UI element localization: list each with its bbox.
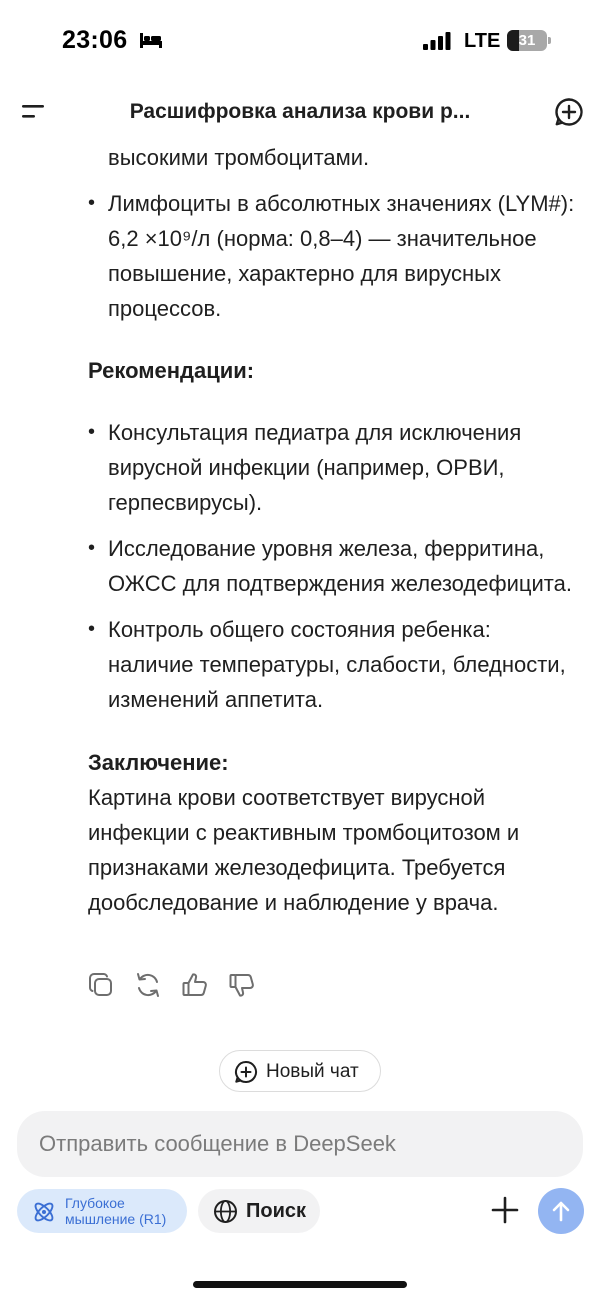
bed-icon — [139, 30, 163, 50]
status-bar — [0, 0, 600, 82]
conclusion-text: Картина крови соответствует вирусной инфекции с реактивным тромбоцитозом и признаками железодефицита. Требуется дообследование и наблюдение у врача. — [88, 785, 520, 915]
list-item: • Лимфоциты в абсолютных значениях (LYM#): 6,2 ×10⁹/л (норма: 0,8–4) — значительное повышение, характерно для вирусных процессов. — [88, 186, 578, 326]
thumbs-up-icon[interactable] — [180, 970, 210, 1000]
list-item: • Контроль общего состояния ребенка: наличие температуры, слабости, бледности, изменений аппетита. — [88, 612, 578, 717]
chat-title: Расшифровка анализа крови р... — [129, 100, 471, 123]
intro-list — [88, 186, 578, 326]
atom-icon — [31, 1199, 57, 1225]
message-actions — [86, 970, 286, 1004]
status-time: 23:06 — [62, 26, 128, 54]
arrow-up-icon — [549, 1199, 573, 1223]
signal-icon — [423, 32, 451, 50]
message-input[interactable] — [39, 1111, 559, 1177]
recommendations-heading: Рекомендации: — [88, 358, 255, 383]
list-item: • Исследование уровня железа, ферритина, ОЖСС для подтверждения железодефицита. — [88, 531, 578, 601]
send-button[interactable] — [538, 1188, 584, 1234]
assistant-message — [88, 140, 578, 920]
battery-icon — [507, 30, 551, 51]
search-label: Поиск — [246, 1200, 307, 1222]
battery-percent: 31 — [518, 32, 536, 49]
conclusion-heading: Заключение: — [88, 750, 229, 775]
recommendations-list — [88, 415, 578, 717]
new-chat-plus-icon[interactable] — [554, 97, 584, 127]
attach-plus-icon[interactable] — [488, 1193, 522, 1227]
message-composer — [17, 1111, 583, 1177]
chat-header — [0, 88, 600, 138]
home-indicator — [193, 1281, 407, 1288]
thumbs-down-icon[interactable] — [227, 970, 257, 1000]
deep-think-label: Глубокое мышление (R1) — [65, 1195, 167, 1227]
message-text: высокими тромбоцитами. — [108, 145, 370, 170]
menu-icon[interactable] — [20, 100, 46, 122]
search-toggle[interactable] — [198, 1189, 320, 1233]
new-chat-button[interactable] — [219, 1050, 381, 1092]
globe-icon — [213, 1199, 238, 1224]
list-item: • Консультация педиатра для исключения вирусной инфекции (например, ОРВИ, герпесвирусы). — [88, 415, 578, 520]
new-chat-label: Новый чат — [266, 1061, 359, 1082]
new-chat-plus-icon — [234, 1060, 258, 1084]
deep-think-toggle[interactable] — [17, 1189, 187, 1233]
network-label: LTE — [464, 30, 501, 52]
regenerate-icon[interactable] — [133, 970, 163, 1000]
copy-icon[interactable] — [86, 970, 116, 1000]
